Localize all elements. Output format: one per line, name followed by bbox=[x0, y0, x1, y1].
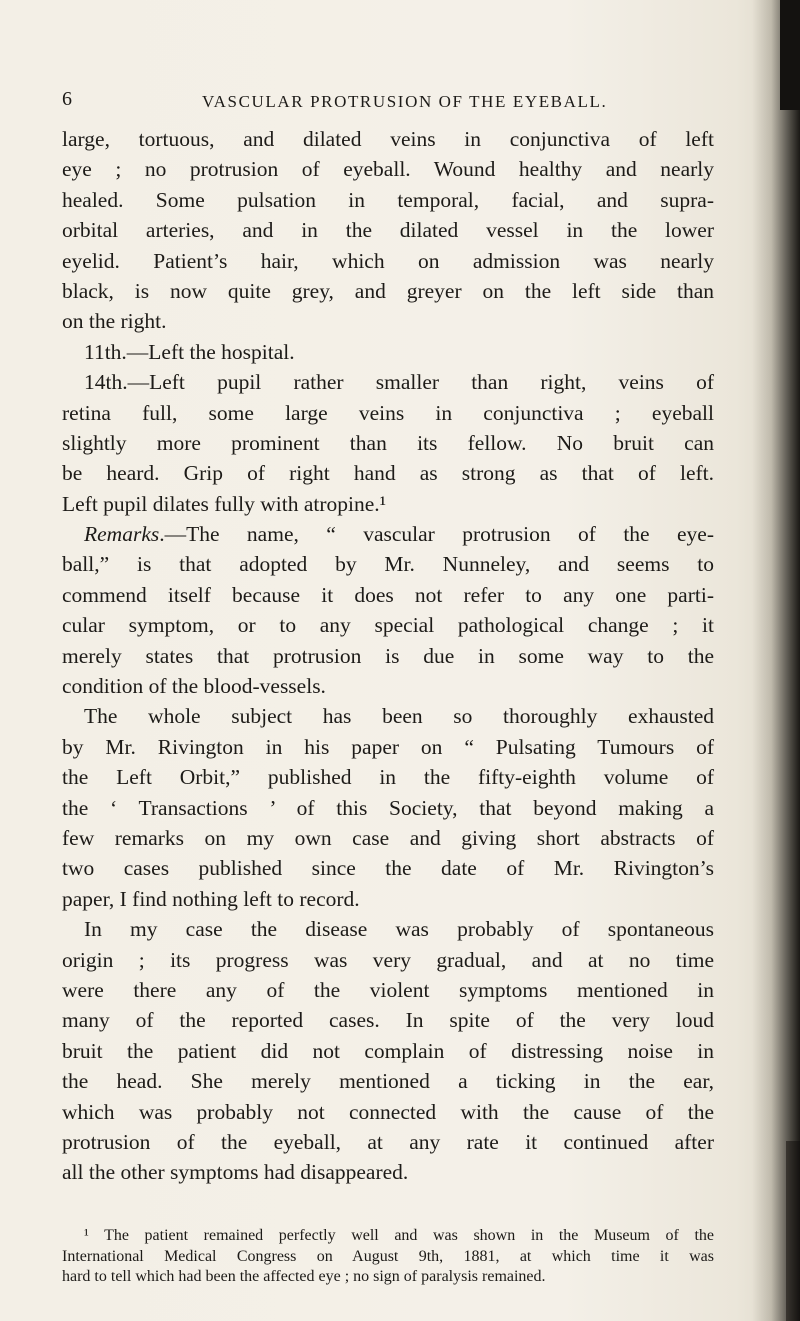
running-title: VASCULAR PROTRUSION OF THE EYEBALL. bbox=[202, 92, 608, 111]
body-line: the head. She merely mentioned a ticking in the ear, bbox=[62, 1069, 714, 1094]
binding-shadow bbox=[752, 0, 800, 1321]
body-line: which was probably not connected with the cause of the bbox=[62, 1099, 714, 1124]
body-line: Left pupil dilates fully with atropine.¹ bbox=[62, 491, 387, 516]
page-number: 6 bbox=[62, 88, 72, 110]
body-line: large, tortuous, and dilated veins in conjunctiva of left bbox=[62, 127, 714, 151]
body-line: eyelid. Patient’s hair, which on admission was nearly bbox=[62, 248, 714, 273]
body-line: slightly more prominent than its fellow. No bruit can bbox=[62, 430, 714, 455]
body-line: be heard. Grip of right hand as strong as that of left. bbox=[62, 461, 714, 486]
body-line: by Mr. Rivington in his paper on “ Pulsating Tumours of bbox=[62, 734, 714, 759]
body-line: commend itself because it does not refer to any one parti- bbox=[62, 582, 714, 607]
body-line: condition of the blood-vessels. bbox=[62, 674, 326, 699]
body-line: retina full, some large veins in conjunctiva ; eyeball bbox=[62, 400, 714, 425]
body-line: protrusion of the eyeball, at any rate it continued after bbox=[62, 1129, 714, 1154]
binding-edge-bottom bbox=[786, 1141, 800, 1321]
body-text bbox=[62, 124, 714, 1188]
body-line: origin ; its progress was very gradual, and at no time bbox=[62, 947, 714, 972]
body-line: were there any of the violent symptoms mentioned in bbox=[62, 977, 714, 1002]
body-line: all the other symptoms had disappeared. bbox=[62, 1160, 409, 1185]
footnote-line: ¹ The patient remained perfectly well and was shown in the Museum of the bbox=[84, 1227, 714, 1244]
body-line: merely states that protrusion is due in some way to the bbox=[62, 643, 714, 668]
body-line: few remarks on my own case and giving short abstracts of bbox=[62, 825, 714, 850]
body-line: the ‘ Transactions ’ of this Society, that beyond making a bbox=[62, 795, 714, 820]
binding-edge-top bbox=[780, 0, 800, 110]
body-line: 11th.—Left the hospital. bbox=[84, 339, 295, 364]
footnotes bbox=[62, 1226, 714, 1288]
body-line: cular symptom, or to any special pathological change ; it bbox=[62, 613, 714, 638]
body-line: on the right. bbox=[62, 309, 167, 334]
body-line: orbital arteries, and in the dilated vessel in the lower bbox=[62, 218, 714, 243]
body-line: many of the reported cases. In spite of the very loud bbox=[62, 1008, 714, 1033]
body-line: eye ; no protrusion of eyeball. Wound healthy and nearly bbox=[62, 157, 714, 182]
body-line: black, is now quite grey, and greyer on the left side than bbox=[62, 278, 714, 303]
body-line: the Left Orbit,” published in the fifty-eighth volume of bbox=[62, 765, 714, 790]
body-line: 14th.—Left pupil rather smaller than right, veins of bbox=[84, 370, 714, 395]
footnote-line: International Medical Congress on August 9th, 1881, at which time it was bbox=[62, 1247, 714, 1265]
body-line: The whole subject has been so thoroughly exhausted bbox=[84, 704, 714, 729]
body-line: bruit the patient did not complain of distressing noise in bbox=[62, 1038, 714, 1063]
footnote-line: hard to tell which had been the affected eye ; no sign of paralysis remained. bbox=[62, 1268, 546, 1285]
body-line: Remarks.—The name, “ vascular protrusion of the eye- bbox=[84, 522, 714, 547]
body-line: paper, I find nothing left to record. bbox=[62, 886, 360, 911]
page-header bbox=[62, 88, 712, 112]
body-line: two cases published since the date of Mr. Rivington’s bbox=[62, 856, 714, 881]
body-line: In my case the disease was probably of spontaneous bbox=[84, 917, 714, 942]
body-line: ball,” is that adopted by Mr. Nunneley, and seems to bbox=[62, 552, 714, 577]
body-line: healed. Some pulsation in temporal, facial, and supra- bbox=[62, 187, 714, 212]
